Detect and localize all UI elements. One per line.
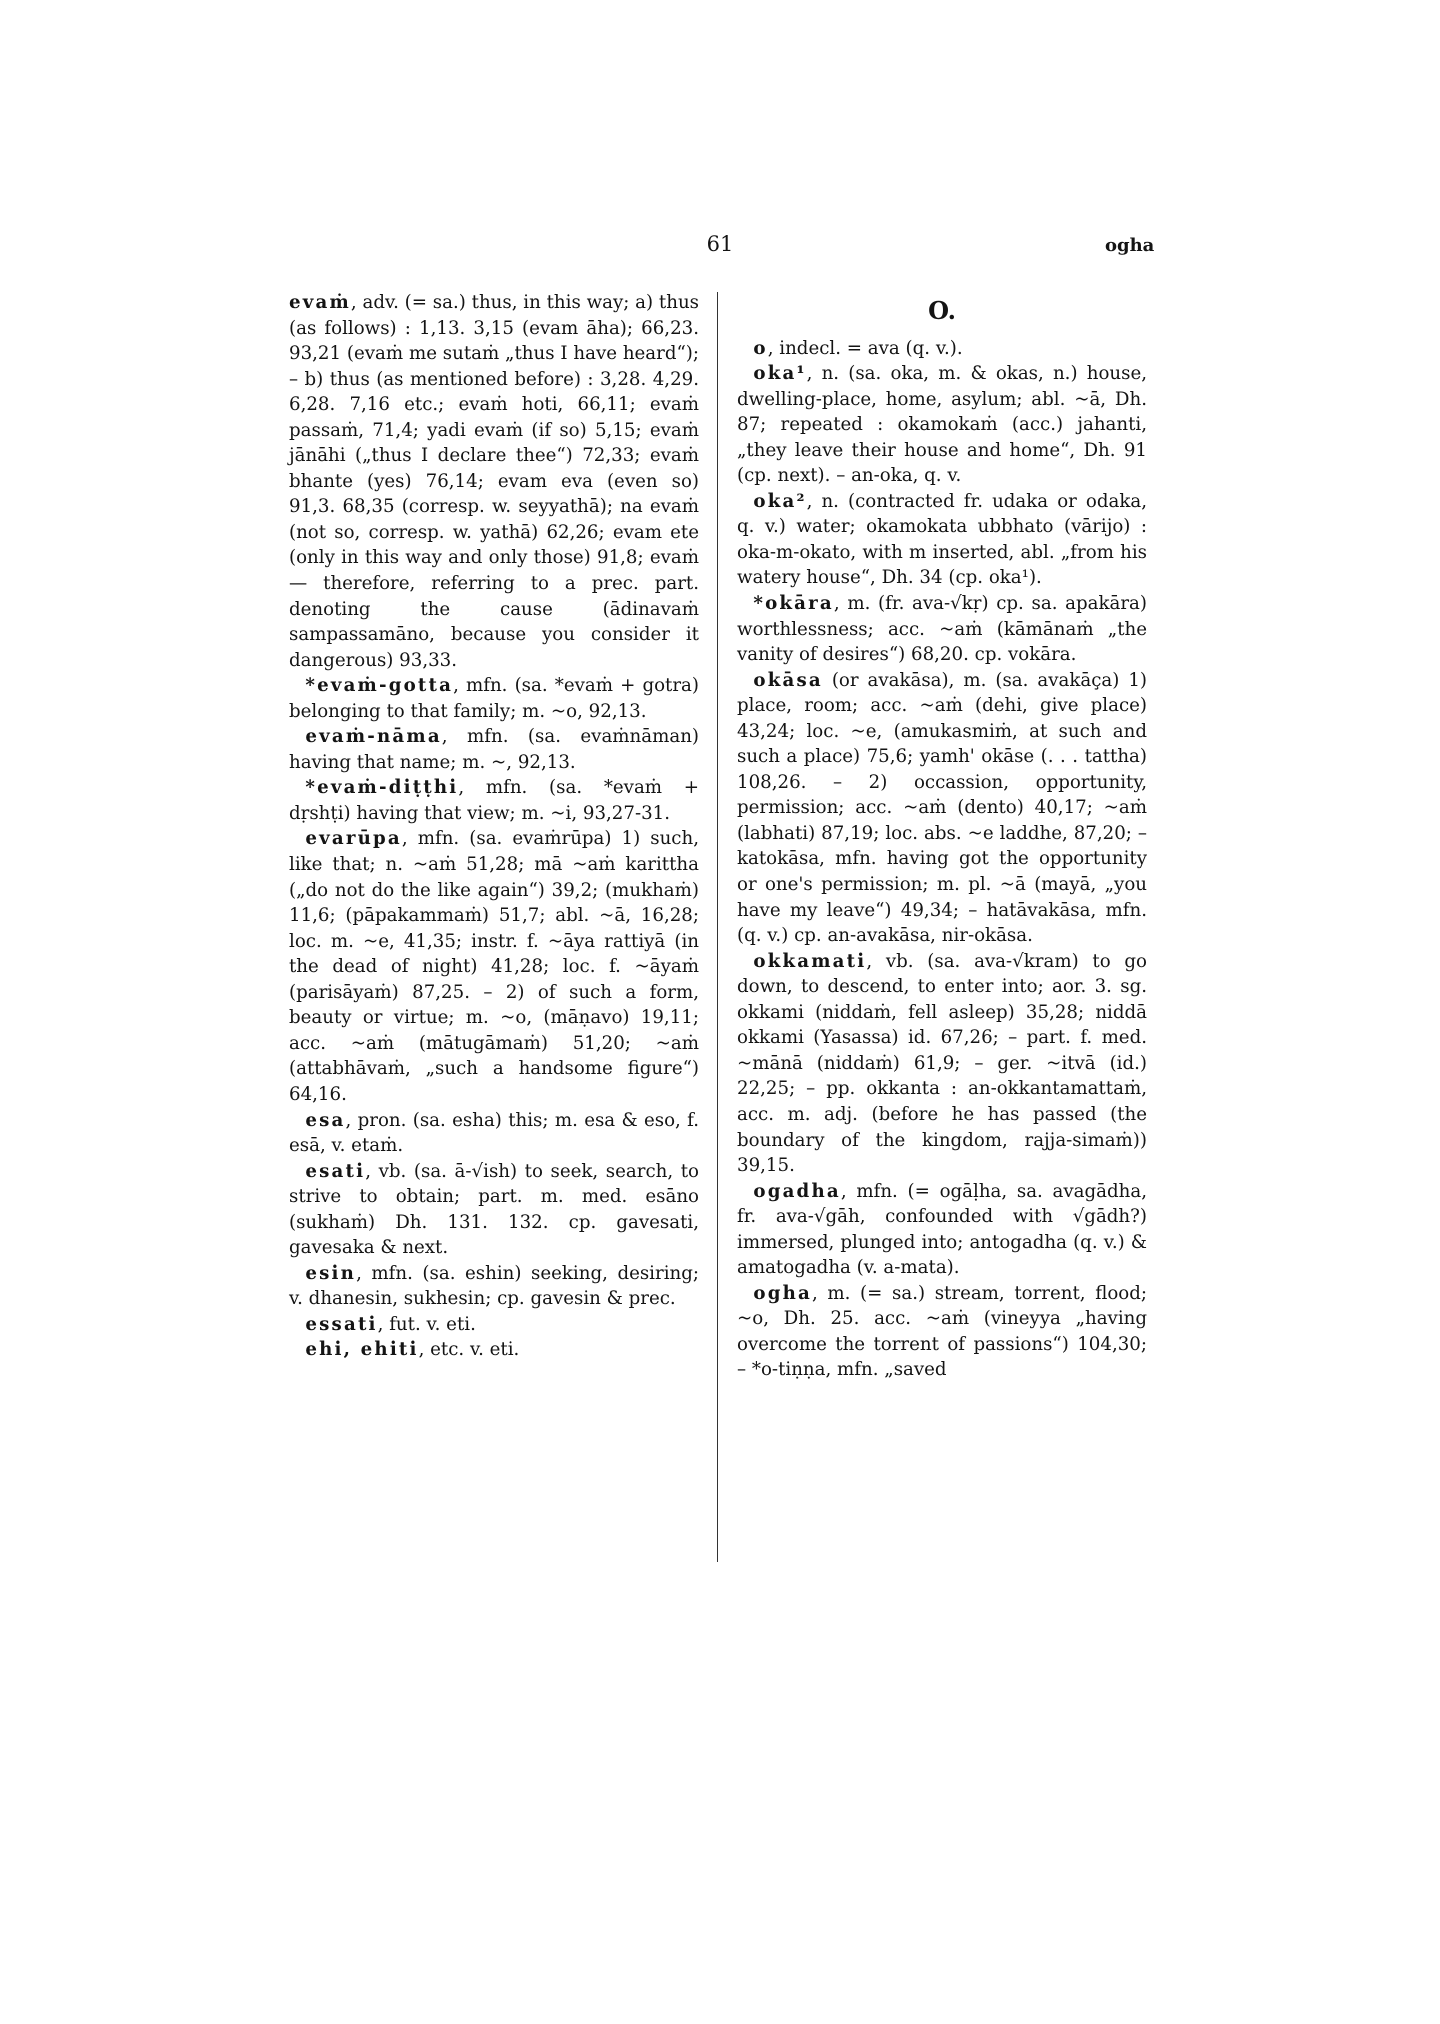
dictionary-entry (737, 1179, 1147, 1281)
entry-headword: ehi, ehiti (305, 1339, 419, 1361)
column-divider (717, 292, 718, 1562)
dictionary-entry (737, 336, 1147, 362)
entry-headword: oka² (753, 490, 807, 512)
dictionary-entry (289, 826, 699, 1107)
entry-definition: , mfn. (sa. evaṁnāman) having that name; m. ~, 92,13. (289, 726, 699, 773)
entry-headword: okāsa (753, 669, 823, 691)
entry-definition: , indecl. = ava (q. v.). (767, 337, 963, 359)
entry-headword: o (753, 337, 768, 359)
dictionary-entry (289, 1312, 699, 1338)
entry-headword: okkamati (753, 950, 867, 972)
dictionary-entry (289, 724, 699, 775)
entry-definition: , mfn. (sa. *evaṁ + gotra) belonging to that family; m. ~o, 92,13. (289, 675, 699, 722)
entry-definition: , vb. (sa. ava-√kram) to go down, to descend, to enter into; aor. 3. sg. okkami (niddaṁ, fell asleep) 35,28; niddā okkami (Yasassa) id. 67,26; – part. f. med. ~mānā (niddaṁ) 61,9; – ger. ~itvā (id.) 22,25; – pp. okkanta : an-okkantamattaṁ, acc. m. adj. (before he has passed (the boundary of the kingdom, rajja-simaṁ)) 39,15. (737, 950, 1147, 1177)
dictionary-entry (737, 949, 1147, 1179)
entry-definition: , m. (fr. ava-√kṛ) cp. sa. apakāra) worthlessness; acc. ~aṁ (kāmānaṁ „the vanity of desires“) 68,20. cp. vokāra. (737, 593, 1147, 666)
entry-definition: , m. (= sa.) stream, torrent, flood; ~o, Dh. 25. acc. ~aṁ (vineyya „having overcome the torrent of passions“) 104,30; – *o-tiṇṇa, mfn. „saved (737, 1282, 1147, 1381)
page-number: 61 (706, 232, 734, 256)
entry-headword: *evaṁ-diṭṭhi (305, 777, 459, 799)
entry-definition: , fut. v. eti. (377, 1313, 476, 1335)
dictionary-entry (737, 591, 1147, 668)
entry-headword: ogha (753, 1282, 812, 1304)
entry-definition: (or avakāsa), m. (sa. avakāça) 1) place, room; acc. ~aṁ (dehi, give place) 43,24; loc. ~e, (amukasmiṁ, at such and such a place) 75,6; yamh' okāse (. . . tattha) 108,26. – 2) occassion, opportunity, permission; acc. ~aṁ (dento) 40,17; ~aṁ (labhati) 87,19; loc. abs. ~e laddhe, 87,20; – katokāsa, mfn. having got the opportunity or one's permission; m. pl. ~ā (mayā, „you have my leave“) 49,34; – hatāvakāsa, mfn. (q. v.) cp. an-avakāsa, nir-okāsa. (737, 669, 1147, 947)
entry-headword: esin (305, 1262, 357, 1284)
entry-definition: , n. (contracted fr. udaka or odaka, q. v.) water; okamokata ubbhato (vārijo) : oka-m-okato, with m inserted, abl. „from his watery house“, Dh. 34 (cp. oka¹). (737, 490, 1147, 589)
dictionary-entry (289, 290, 699, 673)
dictionary-entry (289, 673, 699, 724)
entry-definition: , mfn. (= ogāḷha, sa. avagādha, fr. ava-√gāh, confounded with √gādh?) immersed, plunged into; antogadha (q. v.) & amatogadha (v. a-mata). (737, 1180, 1147, 1279)
entry-headword: esa (305, 1109, 346, 1131)
dictionary-entry (737, 361, 1147, 489)
dictionary-entry (737, 668, 1147, 949)
entry-definition: , etc. v. eti. (418, 1339, 520, 1361)
running-head: ogha (1105, 235, 1155, 256)
right-column (737, 290, 1147, 1383)
entry-headword: evaṁ (289, 292, 351, 313)
entry-headword: esati (305, 1160, 366, 1182)
entry-headword: ogadha (753, 1180, 841, 1202)
dictionary-entry (289, 1261, 699, 1312)
entry-headword: evaṁ-nāma (305, 726, 442, 748)
entry-definition: , mfn. (sa. evaṁrūpa) 1) such, like that; n. ~aṁ 51,28; mā ~aṁ karittha („do not do the like again“) 39,2; (mukhaṁ) 11,6; (pāpakammaṁ) 51,7; abl. ~ā, 16,28; loc. m. ~e, 41,35; instr. f. ~āya rattiyā (in the dead of night) 41,28; loc. f. ~āyaṁ (parisāyaṁ) 87,25. – 2) of such a form, beauty or virtue; m. ~o, (māṇavo) 19,11; acc. ~aṁ (mātugāmaṁ) 51,20; ~aṁ (attabhāvaṁ, „such a handsome figure“) 64,16. (289, 828, 699, 1105)
entry-definition: , n. (sa. oka, m. & okas, n.) house, dwelling-place, home, asylum; abl. ~ā, Dh. 87; repeated : okamokaṁ (acc.) jahanti, „they leave their house and home“, Dh. 91 (cp. next). – an-oka, q. v. (737, 363, 1147, 487)
dictionary-entry (289, 1159, 699, 1261)
entry-definition: , adv. (= sa.) thus, in this way; a) thus (as follows) : 1,13. 3,15 (evam āha); 66,23. 93,21 (evaṁ me sutaṁ „thus I have heard“); – b) thus (as mentioned before) : 3,28. 4,29. 6,28. 7,16 etc.; evaṁ hoti, 66,11; evaṁ passaṁ, 71,4; yadi evaṁ (if so) 5,15; evaṁ jānāhi („thus I declare thee“) 72,33; evaṁ bhante (yes) 76,14; evam eva (even so) 91,3. 68,35 (corresp. w. seyyathā); na evaṁ (not so, corresp. w. yathā) 62,26; evam ete (only in this way and only those) 91,8; evaṁ — therefore, referring to a prec. part. denoting the cause (ādinavaṁ sampassamāno, because you consider it dangerous) 93,33. (289, 292, 699, 671)
dictionary-entry (289, 1108, 699, 1159)
section-letter-heading: O. (928, 296, 956, 325)
dictionary-entry (289, 1337, 699, 1363)
entry-headword: *evaṁ-gotta (305, 675, 454, 697)
entry-headword: evarūpa (305, 828, 402, 850)
dictionary-entry (737, 489, 1147, 591)
left-column (289, 290, 699, 1363)
entry-definition: , pron. (sa. esha) this; m. esa & eso, f. esā, v. etaṁ. (289, 1109, 699, 1157)
dictionary-entry (289, 775, 699, 826)
entry-headword: essati (305, 1313, 378, 1335)
entry-definition: , mfn. (sa. eshin) seeking, desiring; v. dhanesin, sukhesin; cp. gavesin & prec. (289, 1262, 699, 1310)
entry-headword: oka¹ (753, 363, 807, 385)
entry-headword: *okāra (753, 593, 834, 615)
dictionary-entry (737, 1281, 1147, 1383)
entry-definition: , mfn. (sa. *evaṁ + dṛshṭi) having that view; m. ~i, 93,27-31. (289, 777, 699, 824)
entry-definition: , vb. (sa. ā-√ish) to seek, search, to strive to obtain; part. m. med. esāno (sukhaṁ) Dh. 131. 132. cp. gavesati, gavesaka & next. (289, 1160, 699, 1259)
